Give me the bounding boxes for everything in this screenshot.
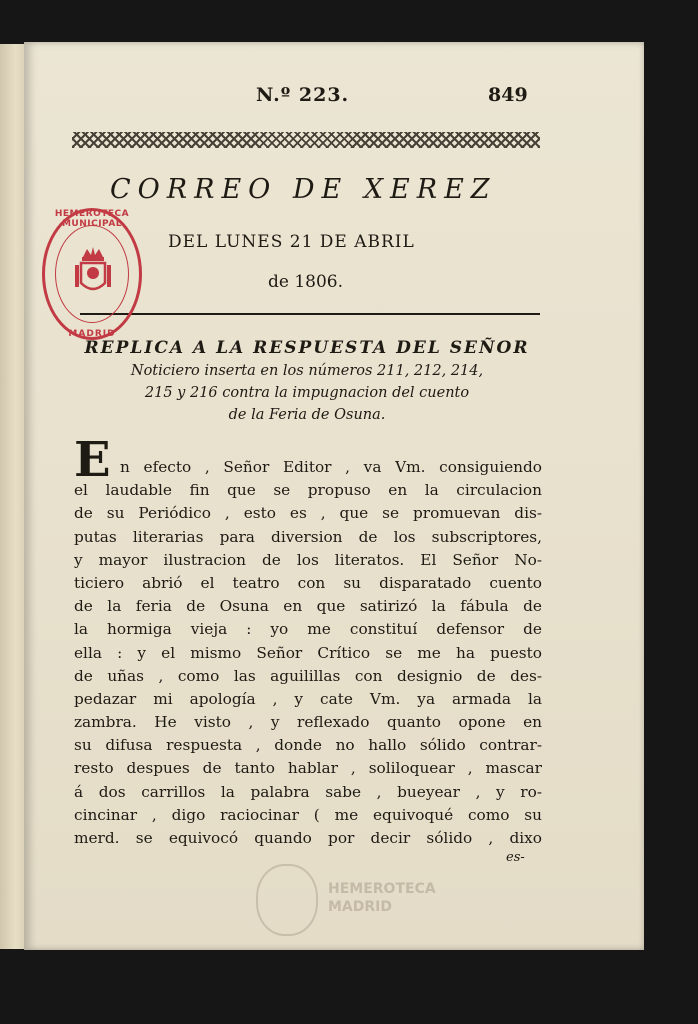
body-line: á dos carrillos la palabra sabe , bueyear , y ro-: [74, 782, 542, 801]
crown-crest-icon: [69, 243, 117, 307]
date-line: DEL LUNES 21 DE ABRIL: [168, 232, 415, 252]
catchword: es-: [506, 850, 525, 865]
title-line: REPLICA A LA RESPUESTA DEL SEÑOR: [84, 338, 530, 358]
body-line: de uñas , como las aguilillas con designio de des-: [74, 666, 542, 685]
body-line: ella : y el mismo Señor Crítico se me ha puesto: [74, 643, 542, 662]
masthead-title: CORREO DE XEREZ: [110, 174, 497, 205]
stamp-top-text: HEMEROTECA MUNICIPAL: [54, 209, 130, 229]
drop-cap: E: [74, 432, 111, 488]
title-line: Noticiero inserta en los números 211, 212, 214,: [130, 363, 484, 379]
body-line: de la feria de Osuna en que satirizó la fábula de: [74, 597, 542, 616]
body-line: zambra. He visto , y reflexado quanto opone en: [74, 713, 542, 732]
body-line: cincinar , digo raciocinar ( me equivoqué como su: [74, 805, 542, 824]
article-body: [74, 456, 542, 850]
body-line: y mayor ilustracion de los literatos. El Señor No-: [74, 550, 542, 569]
faint-stamp-line: MADRID: [328, 899, 392, 915]
library-stamp: [42, 208, 142, 340]
body-line: merd. se equivocó quando por decir sólido , dixo: [74, 829, 542, 847]
issue-number: N.º 223.: [256, 84, 350, 106]
newspaper-page: [24, 42, 644, 950]
header-rule: [80, 313, 540, 315]
body-line: resto despues de tanto hablar , soliloquear , mascar: [74, 759, 542, 778]
left-page-edge: [0, 44, 26, 949]
body-line: el laudable fin que se propuso en la circulacion: [74, 481, 542, 500]
page-number: 849: [488, 84, 528, 106]
ornament-border: [72, 132, 540, 148]
body-line: su difusa respuesta , donde no hallo sólido contrar-: [74, 736, 542, 755]
title-line: 215 y 216 contra la impugnacion del cuento: [144, 385, 470, 401]
body-line: putas literarias para diversion de los subscriptores,: [74, 527, 542, 546]
title-line: de la Feria de Osuna.: [228, 407, 386, 423]
body-line: ticiero abrió el teatro con su disparatado cuento: [74, 573, 542, 592]
body-line: n efecto , Señor Editor , va Vm. consiguiendo: [120, 458, 542, 476]
body-line: la hormiga vieja : yo me constituí defensor de: [74, 620, 542, 639]
body-line: de su Periódico , esto es , que se promuevan dis-: [74, 504, 542, 523]
faint-stamp-line: HEMEROTECA: [328, 881, 436, 897]
stamp-bottom-text: MADRID: [68, 329, 116, 339]
year-line: de 1806.: [268, 272, 344, 292]
body-line: pedazar mi apología , y cate Vm. ya armada la: [74, 689, 542, 708]
faint-stamp-text: [328, 880, 436, 916]
article-title: [72, 338, 542, 426]
faint-stamp-mark: [256, 864, 318, 936]
